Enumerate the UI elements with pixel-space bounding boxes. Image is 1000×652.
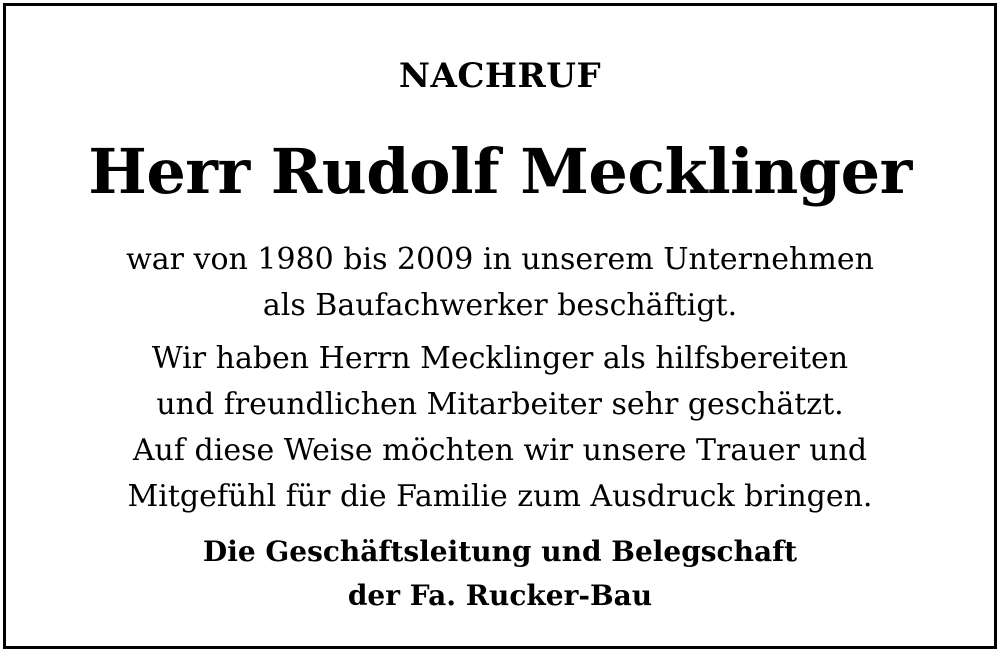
paragraph-line: Mitgefühl für die Familie zum Ausdruck bringen. [127, 479, 873, 514]
paragraph-line: Wir haben Herrn Mecklinger als hilfsbereiten [151, 341, 849, 376]
condolence-paragraph [6, 428, 994, 520]
notice-heading: NACHRUF [398, 56, 602, 96]
employment-paragraph [6, 237, 994, 329]
paragraph-line: Auf diese Weise möchten wir unsere Trauer und [132, 433, 868, 468]
obituary-notice [3, 3, 997, 649]
deceased-name: Herr Rudolf Mecklinger [88, 135, 912, 208]
appreciation-paragraph [6, 336, 994, 428]
signature-line: Die Geschäftsleitung und Belegschaft [202, 535, 798, 568]
paragraph-line: und freundlichen Mitarbeiter sehr geschätzt. [156, 387, 844, 422]
signature-line: der Fa. Rucker-Bau [347, 579, 653, 612]
paragraph-line: als Baufachwerker beschäftigt. [262, 288, 738, 323]
signature-block [6, 530, 994, 618]
paragraph-line: war von 1980 bis 2009 in unserem Unternehmen [126, 242, 874, 277]
